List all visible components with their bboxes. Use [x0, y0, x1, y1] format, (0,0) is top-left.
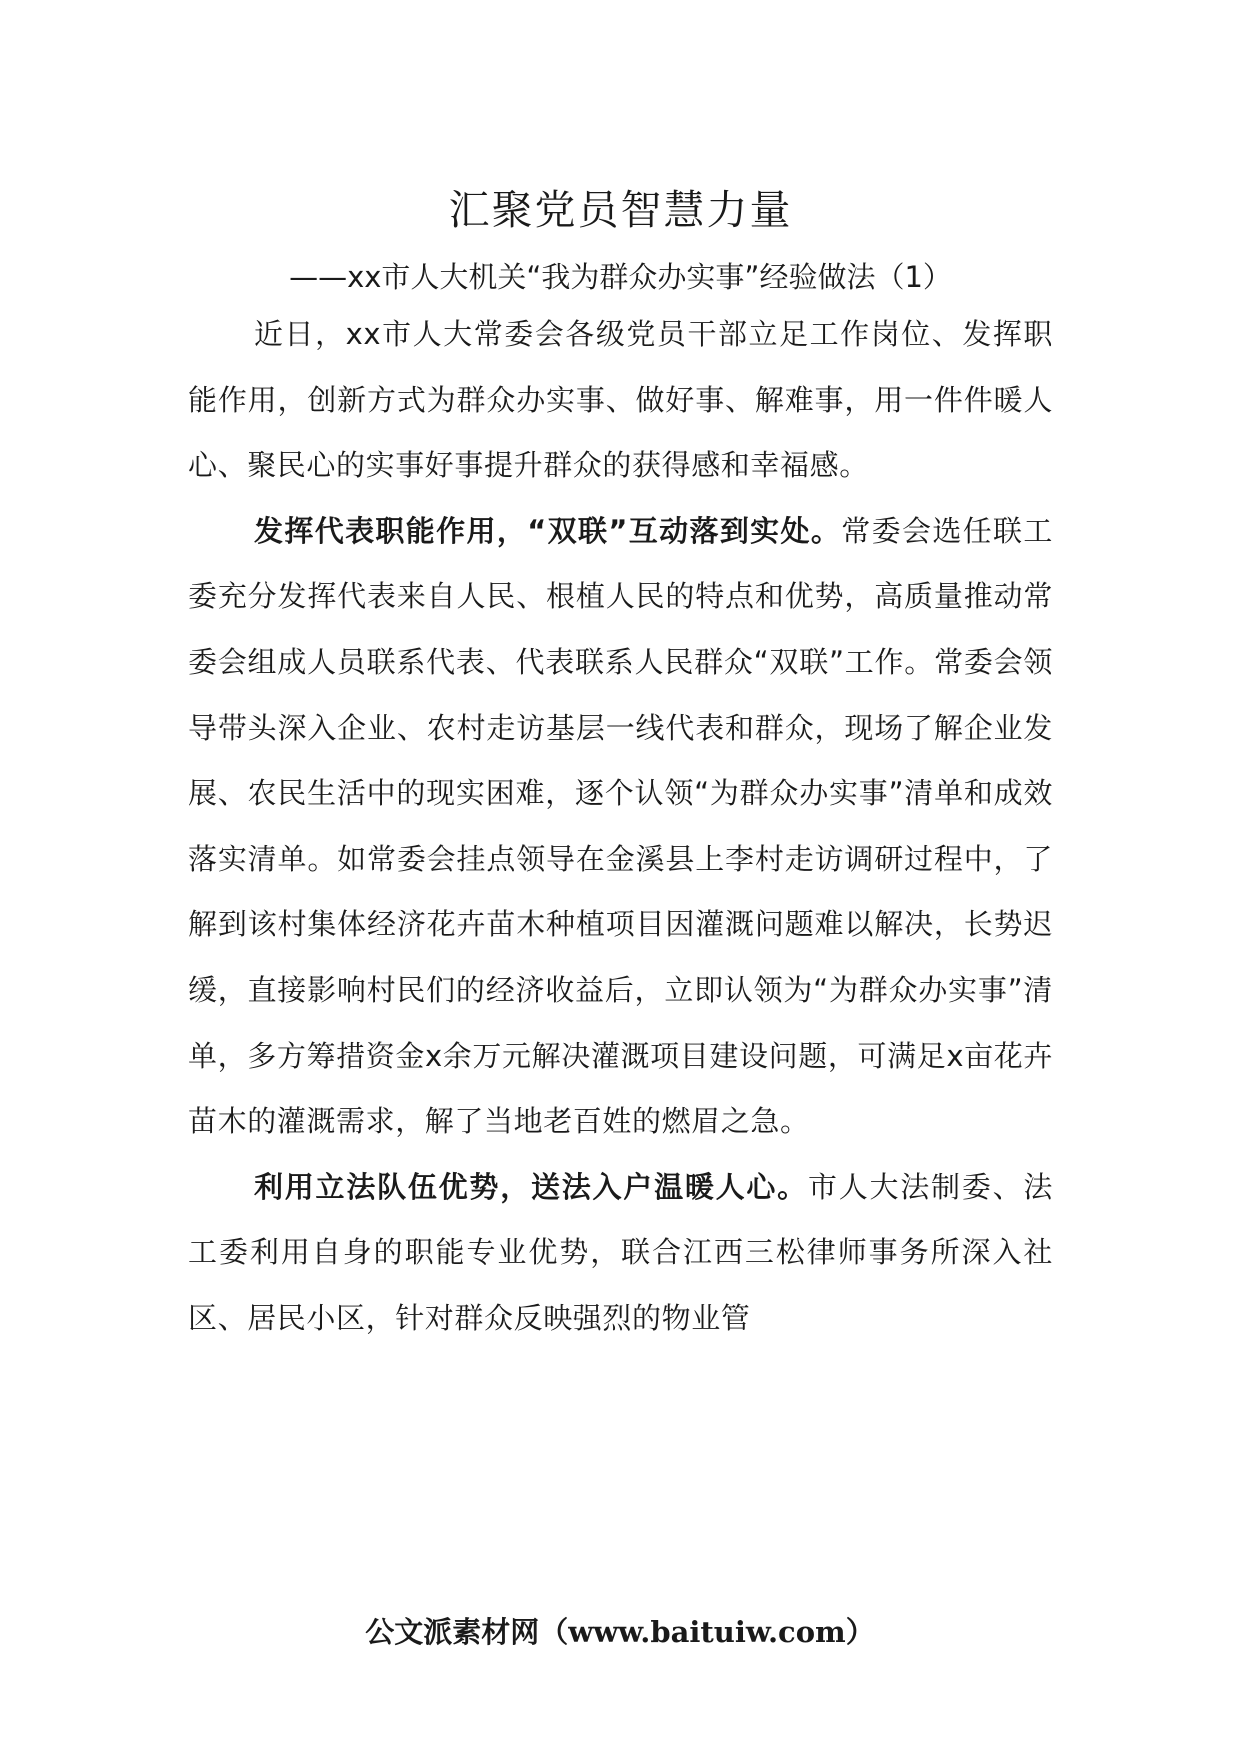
paragraph-legislation — [188, 1155, 1053, 1352]
paragraph-text: 近日，xx市人大常委会各级党员干部立足工作岗位、发挥职能作用，创新方式为群众办实事、做好事、解难事，用一件件暖人心、聚民心的实事好事提升群众的获得感和幸福感。 — [188, 317, 1053, 483]
paragraph-lead: 利用立法队伍优势，送法入户温暖人心。 — [254, 1169, 808, 1204]
document-subtitle: ——xx市人大机关“我为群众办实事”经验做法（1） — [289, 260, 952, 294]
document-title: 汇聚党员智慧力量 — [448, 186, 793, 234]
page-footer: 公文派素材网（www.baituiw.com） — [365, 1615, 875, 1649]
paragraph-lead: 发挥代表职能作用，“双联”互动落到实处。 — [254, 513, 842, 548]
paragraph-deputies — [188, 499, 1053, 1155]
paragraph-intro — [188, 302, 1053, 499]
paragraph-text: 常委会选任联工委充分发挥代表来自人民、根植人民的特点和优势，高质量推动常委会组成人员联系代表、代表联系人民群众“双联”工作。常委会领导带头深入企业、农村走访基层一线代表和群众，现场了解企业发展、农民生活中的现实困难，逐个认领“为群众办实事”清单和成效落实清单。如常委会挂点领导在金溪县上李村走访调研过程中，了解到该村集体经济花卉苗木种植项目因灌溉问题难以解决，长势迟缓，直接影响村民们的经济收益后，立即认领为“为群众办实事”清单，多方筹措资金x余万元解决灌溉项目建设问题，可满足x亩花卉苗木的灌溉需求，解了当地老百姓的燃眉之急。 — [188, 513, 1054, 1139]
paragraph-text: 市人大法制委、法工委利用自身的职能专业优势，联合江西三松律师事务所深入社区、居民小区，针对群众反映强烈的物业管 — [188, 1169, 1053, 1335]
document-body — [188, 180, 1053, 1352]
